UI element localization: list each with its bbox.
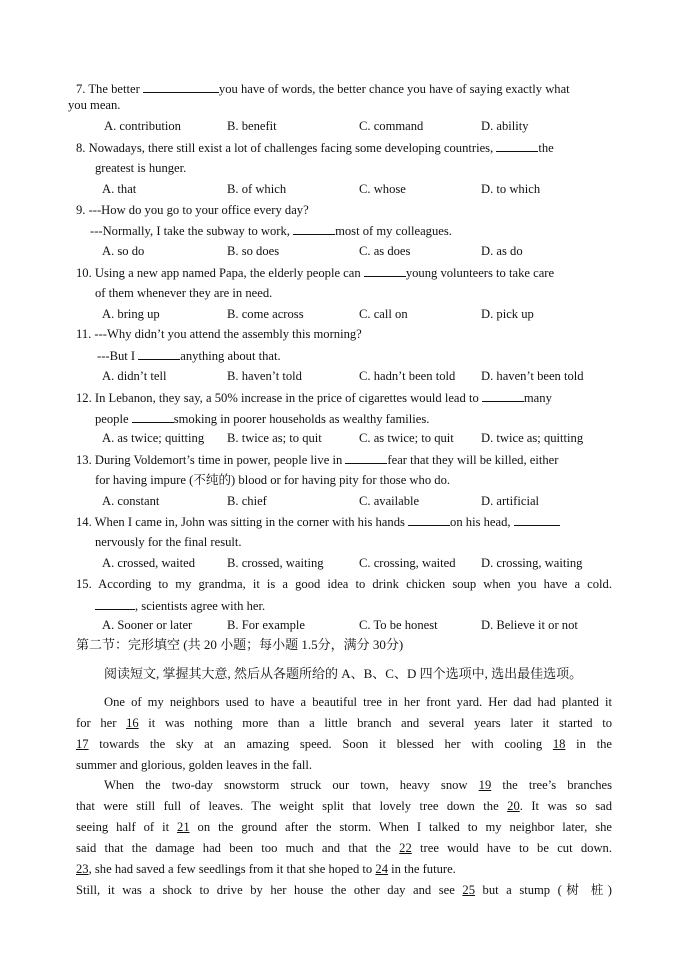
question-7 bbox=[76, 80, 570, 97]
option-c: C. hadn’t been told bbox=[359, 369, 456, 383]
passage-text: tree would have to be cut down. bbox=[411, 841, 612, 855]
question-14-options bbox=[0, 555, 688, 571]
question-9: 9. ---How do you go to your office every day? bbox=[76, 203, 309, 217]
question-text: , scientists agree with her. bbox=[135, 599, 266, 613]
passage-text: When the two-day snowstorm struck our town, heavy snow bbox=[104, 778, 479, 792]
option-b: B. of which bbox=[227, 182, 287, 196]
passage-line bbox=[76, 715, 612, 731]
option-d: D. Believe it or not bbox=[481, 618, 578, 632]
answer-blank bbox=[345, 451, 387, 464]
passage-text: , she had saved a few seedlings from it that she hoped to bbox=[88, 862, 376, 876]
question-11-options bbox=[0, 368, 688, 384]
question-text: you have of words, the better chance you have of saying exactly what bbox=[218, 82, 570, 96]
option-b: B. haven’t told bbox=[227, 369, 302, 383]
passage-line bbox=[76, 840, 612, 856]
answer-blank bbox=[408, 513, 450, 526]
option-a: A. crossed, waited bbox=[102, 556, 196, 570]
blank-17: 17 bbox=[76, 737, 89, 751]
passage-text: for her bbox=[76, 716, 127, 730]
passage-text: that were still full of leaves. The weight split that lovely tree down the bbox=[76, 799, 508, 813]
question-15-cont bbox=[95, 597, 265, 614]
passage-text: seeing half of it bbox=[76, 820, 178, 834]
question-10-options bbox=[0, 306, 688, 322]
answer-blank bbox=[482, 389, 524, 402]
question-8-cont: greatest is hunger. bbox=[95, 161, 187, 175]
passage-text: the tree’s branches bbox=[491, 778, 613, 792]
question-9-options bbox=[0, 243, 688, 259]
section-title: 第二节：完形填空 (共 20 小题；每小题 1.5分，满分 30分) bbox=[76, 637, 404, 652]
question-text: 12. In Lebanon, they say, a 50% increase in the price of cigarettes would lead to bbox=[76, 391, 482, 405]
passage-text: it was nothing more than a little branch and several years later it started to bbox=[138, 716, 613, 730]
blank-19: 19 bbox=[478, 778, 492, 792]
answer-blank bbox=[143, 80, 219, 93]
option-c: C. call on bbox=[359, 307, 408, 321]
option-d: D. crossing, waiting bbox=[481, 556, 583, 570]
passage-text: towards the sky at an amazing speed. Soon it blessed her with cooling bbox=[88, 737, 553, 751]
option-c: C. as twice; to quit bbox=[359, 431, 454, 445]
blank-25: 25 bbox=[462, 883, 475, 897]
option-d: D. haven’t been told bbox=[481, 369, 584, 383]
blank-20: 20 bbox=[507, 799, 520, 813]
question-text: on his head, bbox=[450, 515, 514, 529]
question-text: 14. When I came in, John was sitting in the corner with his hands bbox=[76, 515, 409, 529]
option-b: B. benefit bbox=[227, 119, 277, 133]
option-a: A. as twice; quitting bbox=[102, 431, 205, 445]
option-c: C. crossing, waited bbox=[359, 556, 456, 570]
question-12-options bbox=[0, 430, 688, 446]
option-c: C. To be honest bbox=[359, 618, 438, 632]
option-a: A. bring up bbox=[102, 307, 160, 321]
answer-blank bbox=[138, 347, 180, 360]
question-8-options bbox=[0, 181, 688, 197]
question-text: 8. Nowadays, there still exist a lot of challenges facing some developing countries, bbox=[76, 141, 497, 155]
blank-16: 16 bbox=[126, 716, 139, 730]
option-c: C. as does bbox=[359, 244, 411, 258]
passage-line bbox=[76, 861, 456, 877]
blank-22: 22 bbox=[399, 841, 412, 855]
passage-text: in the future. bbox=[387, 862, 456, 876]
question-11-cont bbox=[97, 347, 281, 364]
answer-blank bbox=[514, 513, 560, 526]
passage-line bbox=[76, 798, 612, 814]
option-c: C. command bbox=[359, 119, 424, 133]
question-8 bbox=[76, 139, 554, 156]
question-text: most of my colleagues. bbox=[335, 224, 452, 238]
question-text: fear that they will be killed, either bbox=[387, 453, 559, 467]
option-b: B. chief bbox=[227, 494, 267, 508]
question-text: people bbox=[95, 412, 132, 426]
passage-text: in the bbox=[565, 737, 613, 751]
question-text: many bbox=[523, 391, 552, 405]
option-c: C. whose bbox=[359, 182, 406, 196]
question-text: 10. Using a new app named Papa, the elderly people can bbox=[76, 266, 364, 280]
question-13-cont: for having impure (不纯的) blood or for having pity for those who do. bbox=[95, 473, 451, 487]
question-11: 11. ---Why didn’t you attend the assembly this morning? bbox=[76, 327, 362, 341]
passage-text: on the ground after the storm. When I talked to my neighbor later, she bbox=[189, 820, 612, 834]
question-13 bbox=[76, 451, 558, 468]
option-a: A. contribution bbox=[104, 119, 181, 133]
question-14 bbox=[76, 513, 560, 530]
option-d: D. ability bbox=[481, 119, 529, 133]
question-9-cont bbox=[90, 222, 452, 239]
option-d: D. to which bbox=[481, 182, 541, 196]
question-text: 13. During Voldemort’s time in power, people live in bbox=[76, 453, 346, 467]
option-b: B. twice as; to quit bbox=[227, 431, 322, 445]
passage-text: but a stump (树 桩) bbox=[474, 883, 612, 897]
option-b: B. crossed, waiting bbox=[227, 556, 324, 570]
blank-24: 24 bbox=[375, 862, 388, 876]
option-a: A. didn’t tell bbox=[102, 369, 167, 383]
question-10-cont: of them whenever they are in need. bbox=[95, 286, 273, 300]
passage-line bbox=[104, 777, 612, 793]
question-text: anything about that. bbox=[180, 349, 281, 363]
passage-line bbox=[76, 882, 612, 898]
passage-text: . It was so sad bbox=[519, 799, 612, 813]
option-c: C. available bbox=[359, 494, 420, 508]
passage-line bbox=[76, 819, 612, 835]
option-a: A. so do bbox=[102, 244, 145, 258]
question-12-cont bbox=[95, 410, 429, 427]
option-b: B. so does bbox=[227, 244, 280, 258]
question-7-options bbox=[0, 118, 688, 134]
option-b: B. For example bbox=[227, 618, 305, 632]
option-d: D. as do bbox=[481, 244, 523, 258]
option-a: A. constant bbox=[102, 494, 160, 508]
question-15-options bbox=[0, 617, 688, 633]
passage-line: One of my neighbors used to have a beautiful tree in her front yard. Her dad had planted it bbox=[104, 695, 612, 709]
option-d: D. pick up bbox=[481, 307, 534, 321]
blank-23: 23 bbox=[76, 862, 89, 876]
option-d: D. twice as; quitting bbox=[481, 431, 584, 445]
question-7-cont: you mean. bbox=[68, 98, 121, 112]
question-text: ---Normally, I take the subway to work, bbox=[90, 224, 294, 238]
question-text: 7. The better bbox=[76, 82, 143, 96]
question-text: the bbox=[538, 141, 554, 155]
blank-18: 18 bbox=[552, 737, 566, 751]
option-a: A. Sooner or later bbox=[102, 618, 193, 632]
option-b: B. come across bbox=[227, 307, 304, 321]
question-14-cont: nervously for the final result. bbox=[95, 535, 242, 549]
answer-blank bbox=[364, 264, 406, 277]
answer-blank bbox=[293, 222, 335, 235]
answer-blank bbox=[496, 139, 538, 152]
question-10 bbox=[76, 264, 554, 281]
question-text: smoking in poorer households as wealthy families. bbox=[173, 412, 430, 426]
passage-text: said that the damage had been too much and that the bbox=[76, 841, 400, 855]
question-15: 15. According to my grandma, it is a good idea to drink chicken soup when you have a cold. bbox=[76, 577, 612, 591]
passage-text: Still, it was a shock to drive by her house the other day and see bbox=[76, 883, 463, 897]
section-instruction: 阅读短文, 掌握其大意, 然后从各题所给的 A、B、C、D 四个选项中, 选出最佳选项。 bbox=[104, 666, 583, 681]
blank-21: 21 bbox=[177, 820, 190, 834]
passage-line: summer and glorious, golden leaves in the fall. bbox=[76, 758, 313, 772]
answer-blank bbox=[95, 597, 135, 610]
question-12 bbox=[76, 389, 552, 406]
question-text: young volunteers to take care bbox=[405, 266, 555, 280]
option-a: A. that bbox=[102, 182, 137, 196]
option-d: D. artificial bbox=[481, 494, 540, 508]
answer-blank bbox=[132, 410, 174, 423]
question-text: ---But I bbox=[97, 349, 139, 363]
passage-line bbox=[76, 736, 612, 752]
question-13-options bbox=[0, 493, 688, 509]
